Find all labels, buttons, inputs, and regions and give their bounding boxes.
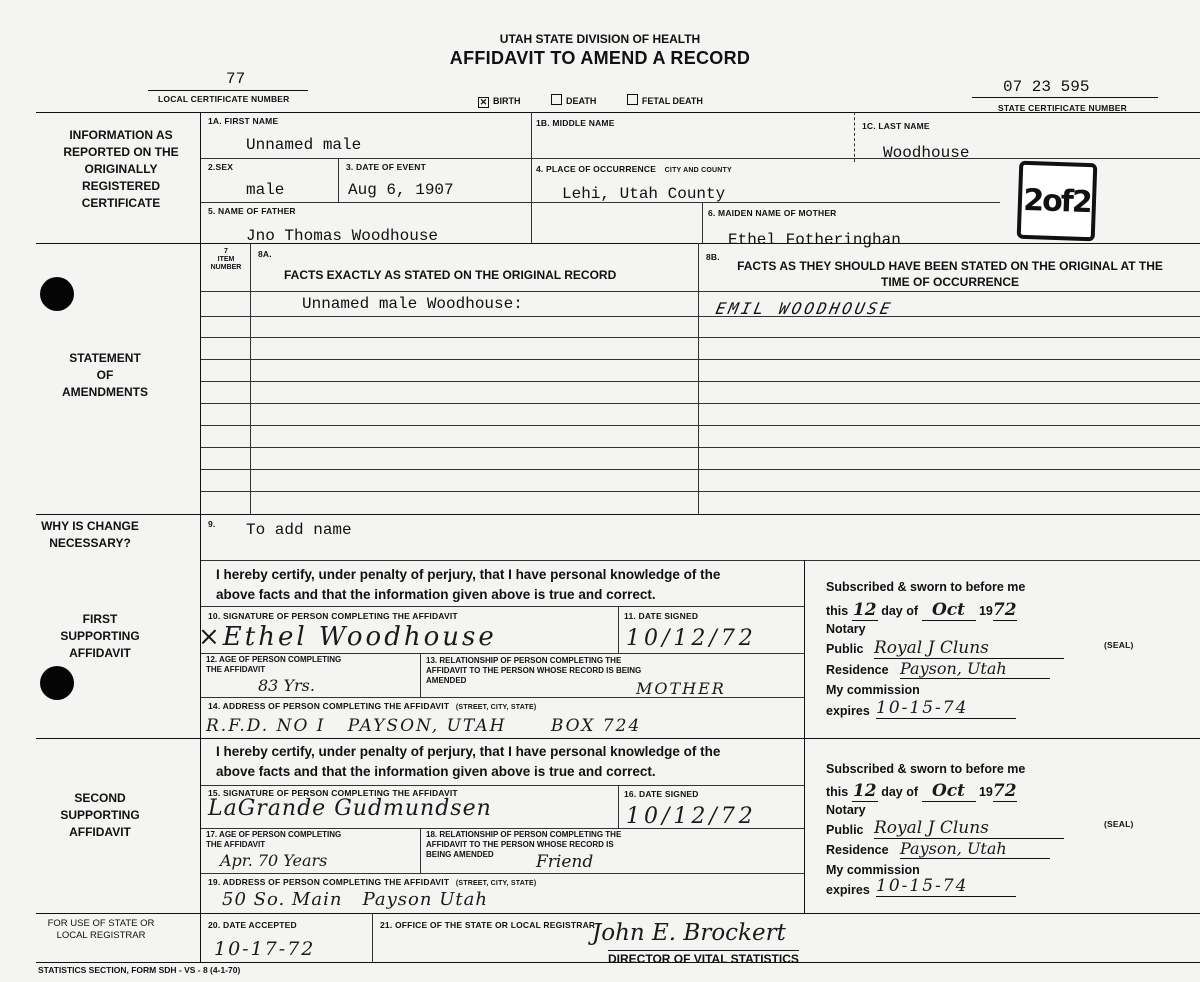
first-notary-month: Oct	[922, 600, 976, 621]
second-notary-month: Oct	[922, 781, 976, 802]
second-signature: LaGrande Gudmundsen	[208, 796, 492, 821]
second-public-label: Public	[826, 823, 864, 837]
sex-value: male	[246, 181, 285, 199]
middle-name-label: 1B. MIDDLE NAME	[536, 118, 615, 128]
col-8a-header: FACTS EXACTLY AS STATED ON THE ORIGINAL RECORD	[284, 268, 617, 282]
first-address: R.F.D. NO I PAYSON, UTAH BOX 724	[206, 716, 642, 736]
second-certify-text: I hereby certify, under penalty of perjury, that I have personal knowledge of the above facts and that the information given above is true and correct.	[216, 744, 721, 779]
first-expires: 10-15-74	[876, 698, 1016, 719]
first-public-label: Public	[826, 642, 864, 656]
first-expires-label: expires	[826, 704, 870, 718]
col-8a-number: 8A.	[258, 249, 272, 259]
second-notary-date-line: this 12 day of Oct 1972	[826, 781, 1017, 801]
state-certificate-label: STATE CERTIFICATE NUMBER	[998, 103, 1127, 113]
second-residence-label: Residence	[826, 843, 889, 857]
second-expires-label: expires	[826, 883, 870, 897]
second-commission-label: My commission	[826, 863, 920, 877]
fetal-death-checkbox[interactable]: FETAL DEATH	[627, 96, 703, 106]
second-notary-label: Notary	[826, 803, 866, 817]
registrar-section-label: FOR USE OF STATE OR LOCAL REGISTRAR	[47, 918, 155, 941]
col-8b-number: 8B.	[706, 252, 720, 262]
first-notary-day: 12	[852, 600, 877, 620]
amendments-section-label: STATEMENT OF AMENDMENTS	[62, 351, 148, 399]
punch-hole-bottom	[40, 666, 74, 700]
local-certificate-label: LOCAL CERTIFICATE NUMBER	[158, 94, 290, 104]
first-notary-year: 72	[992, 600, 1017, 620]
registrar-title: DIRECTOR OF VITAL STATISTICS	[608, 952, 799, 966]
place-value: Lehi, Utah County	[562, 185, 726, 203]
first-age: 83 Yrs.	[258, 676, 315, 695]
amendment-corrected-value: EMIL WOODHOUSE	[713, 299, 895, 318]
first-public-signature: Royal J Cluns	[874, 638, 1064, 659]
form-id: STATISTICS SECTION, FORM SDH - VS - 8 (4-1-70)	[38, 965, 241, 975]
second-affidavit-section-label: SECOND SUPPORTING AFFIDAVIT	[60, 791, 140, 839]
second-expires: 10-15-74	[876, 876, 1016, 897]
mother-value: Ethel Fotheringhan	[728, 231, 901, 249]
first-notary-date-line: this 12 day of Oct 1972	[826, 600, 1017, 620]
item-number-header: 7 ITEM NUMBER	[210, 248, 242, 271]
first-certify-text: I hereby certify, under penalty of perjury, that I have personal knowledge of the above facts and that the information given above is true and correct.	[216, 567, 721, 602]
second-address-label: 19. ADDRESS OF PERSON COMPLETING THE AFFIDAVIT (STREET, CITY, STATE)	[208, 877, 537, 887]
last-name-value: Woodhouse	[883, 144, 970, 162]
first-relationship: MOTHER	[636, 679, 726, 698]
first-name-value: Unnamed male	[246, 136, 362, 154]
second-relationship: Friend	[536, 852, 594, 872]
first-notary-label: Notary	[826, 622, 866, 636]
second-notary-year: 72	[992, 781, 1017, 801]
state-certificate-number: 07 23 595	[1003, 78, 1090, 96]
punch-hole-top	[40, 277, 74, 311]
second-age-label: 17. AGE OF PERSON COMPLETING THE AFFIDAVIT	[206, 830, 342, 849]
father-value: Jno Thomas Woodhouse	[246, 227, 439, 245]
second-age: Apr. 70 Years	[220, 851, 328, 870]
first-affidavit-section-label: FIRST SUPPORTING AFFIDAVIT	[60, 612, 140, 660]
second-relationship-label: 18. RELATIONSHIP OF PERSON COMPLETING THE AFFIDAVIT TO THE PERSON WHOSE RECORD IS BEING AMENDED	[426, 830, 622, 859]
first-seal-label: (SEAL)	[1104, 640, 1134, 650]
second-sworn-text: Subscribed & sworn to before me	[826, 762, 1026, 776]
first-commission-label: My commission	[826, 683, 920, 697]
amendment-original-value: Unnamed male Woodhouse:	[302, 295, 523, 313]
first-name-label: 1A. FIRST NAME	[208, 116, 279, 126]
col-8b-header: FACTS AS THEY SHOULD HAVE BEEN STATED ON THE ORIGINAL AT THE TIME OF OCCURRENCE	[737, 259, 1163, 289]
second-residence: Payson, Utah	[900, 839, 1050, 859]
father-label: 5. NAME OF FATHER	[208, 206, 296, 216]
second-date-signed: 10/12/72	[626, 804, 757, 829]
first-signature-label: 10. SIGNATURE OF PERSON COMPLETING THE AFFIDAVIT	[208, 611, 458, 621]
why-section-label: WHY IS CHANGE NECESSARY?	[41, 519, 139, 550]
form-title: AFFIDAVIT TO AMEND A RECORD	[449, 48, 751, 68]
why-number: 9.	[208, 519, 216, 529]
date-accepted: 10-17-72	[214, 938, 316, 960]
second-date-label: 16. DATE SIGNED	[624, 789, 699, 799]
sex-label: 2.SEX	[208, 162, 234, 172]
local-certificate-number: 77	[226, 70, 246, 88]
death-checkbox[interactable]: DEATH	[551, 96, 596, 106]
page-stamp: 2of2	[1017, 161, 1098, 242]
second-seal-label: (SEAL)	[1104, 819, 1134, 829]
first-signature: ×Ethel Woodhouse	[198, 622, 497, 652]
birth-checkbox[interactable]: ✕ BIRTH	[479, 96, 521, 107]
second-address: 50 So. Main Payson Utah	[222, 889, 488, 910]
registrar-signature: John E. Brockert	[592, 920, 786, 946]
date-accepted-label: 20. DATE ACCEPTED	[208, 920, 297, 930]
first-date-signed: 10/12/72	[626, 626, 757, 651]
first-age-label: 12. AGE OF PERSON COMPLETING THE AFFIDAVIT	[206, 655, 342, 674]
original-info-section-label: INFORMATION AS REPORTED ON THE ORIGINALLY REGISTERED CERTIFICATE	[63, 128, 179, 210]
place-label: 4. PLACE OF OCCURRENCE CITY AND COUNTY	[536, 164, 732, 174]
first-residence-label: Residence	[826, 663, 889, 677]
first-date-label: 11. DATE SIGNED	[624, 611, 699, 621]
last-name-label: 1C. LAST NAME	[862, 121, 930, 131]
first-relationship-label: 13. RELATIONSHIP OF PERSON COMPLETING THE AFFIDAVIT TO THE PERSON WHOSE RECORD IS BEING AMENDED	[426, 656, 642, 685]
second-public-signature: Royal J Cluns	[874, 818, 1064, 839]
registrar-office-label: 21. OFFICE OF THE STATE OR LOCAL REGISTRAR	[380, 920, 596, 930]
first-address-label: 14. ADDRESS OF PERSON COMPLETING THE AFFIDAVIT (STREET, CITY, STATE)	[208, 701, 537, 711]
first-residence: Payson, Utah	[900, 659, 1050, 679]
second-notary-day: 12	[852, 781, 877, 801]
second-signature-label: 15. SIGNATURE OF PERSON COMPLETING THE AFFIDAVIT	[208, 788, 458, 798]
date-of-event-label: 3. DATE OF EVENT	[346, 162, 427, 172]
record-type-options	[478, 94, 703, 108]
date-of-event-value: Aug 6, 1907	[348, 181, 454, 199]
mother-label: 6. MAIDEN NAME OF MOTHER	[708, 208, 837, 218]
agency-name: UTAH STATE DIVISION OF HEALTH	[499, 32, 701, 46]
first-sworn-text: Subscribed & sworn to before me	[826, 580, 1026, 594]
why-reason: To add name	[246, 521, 352, 539]
